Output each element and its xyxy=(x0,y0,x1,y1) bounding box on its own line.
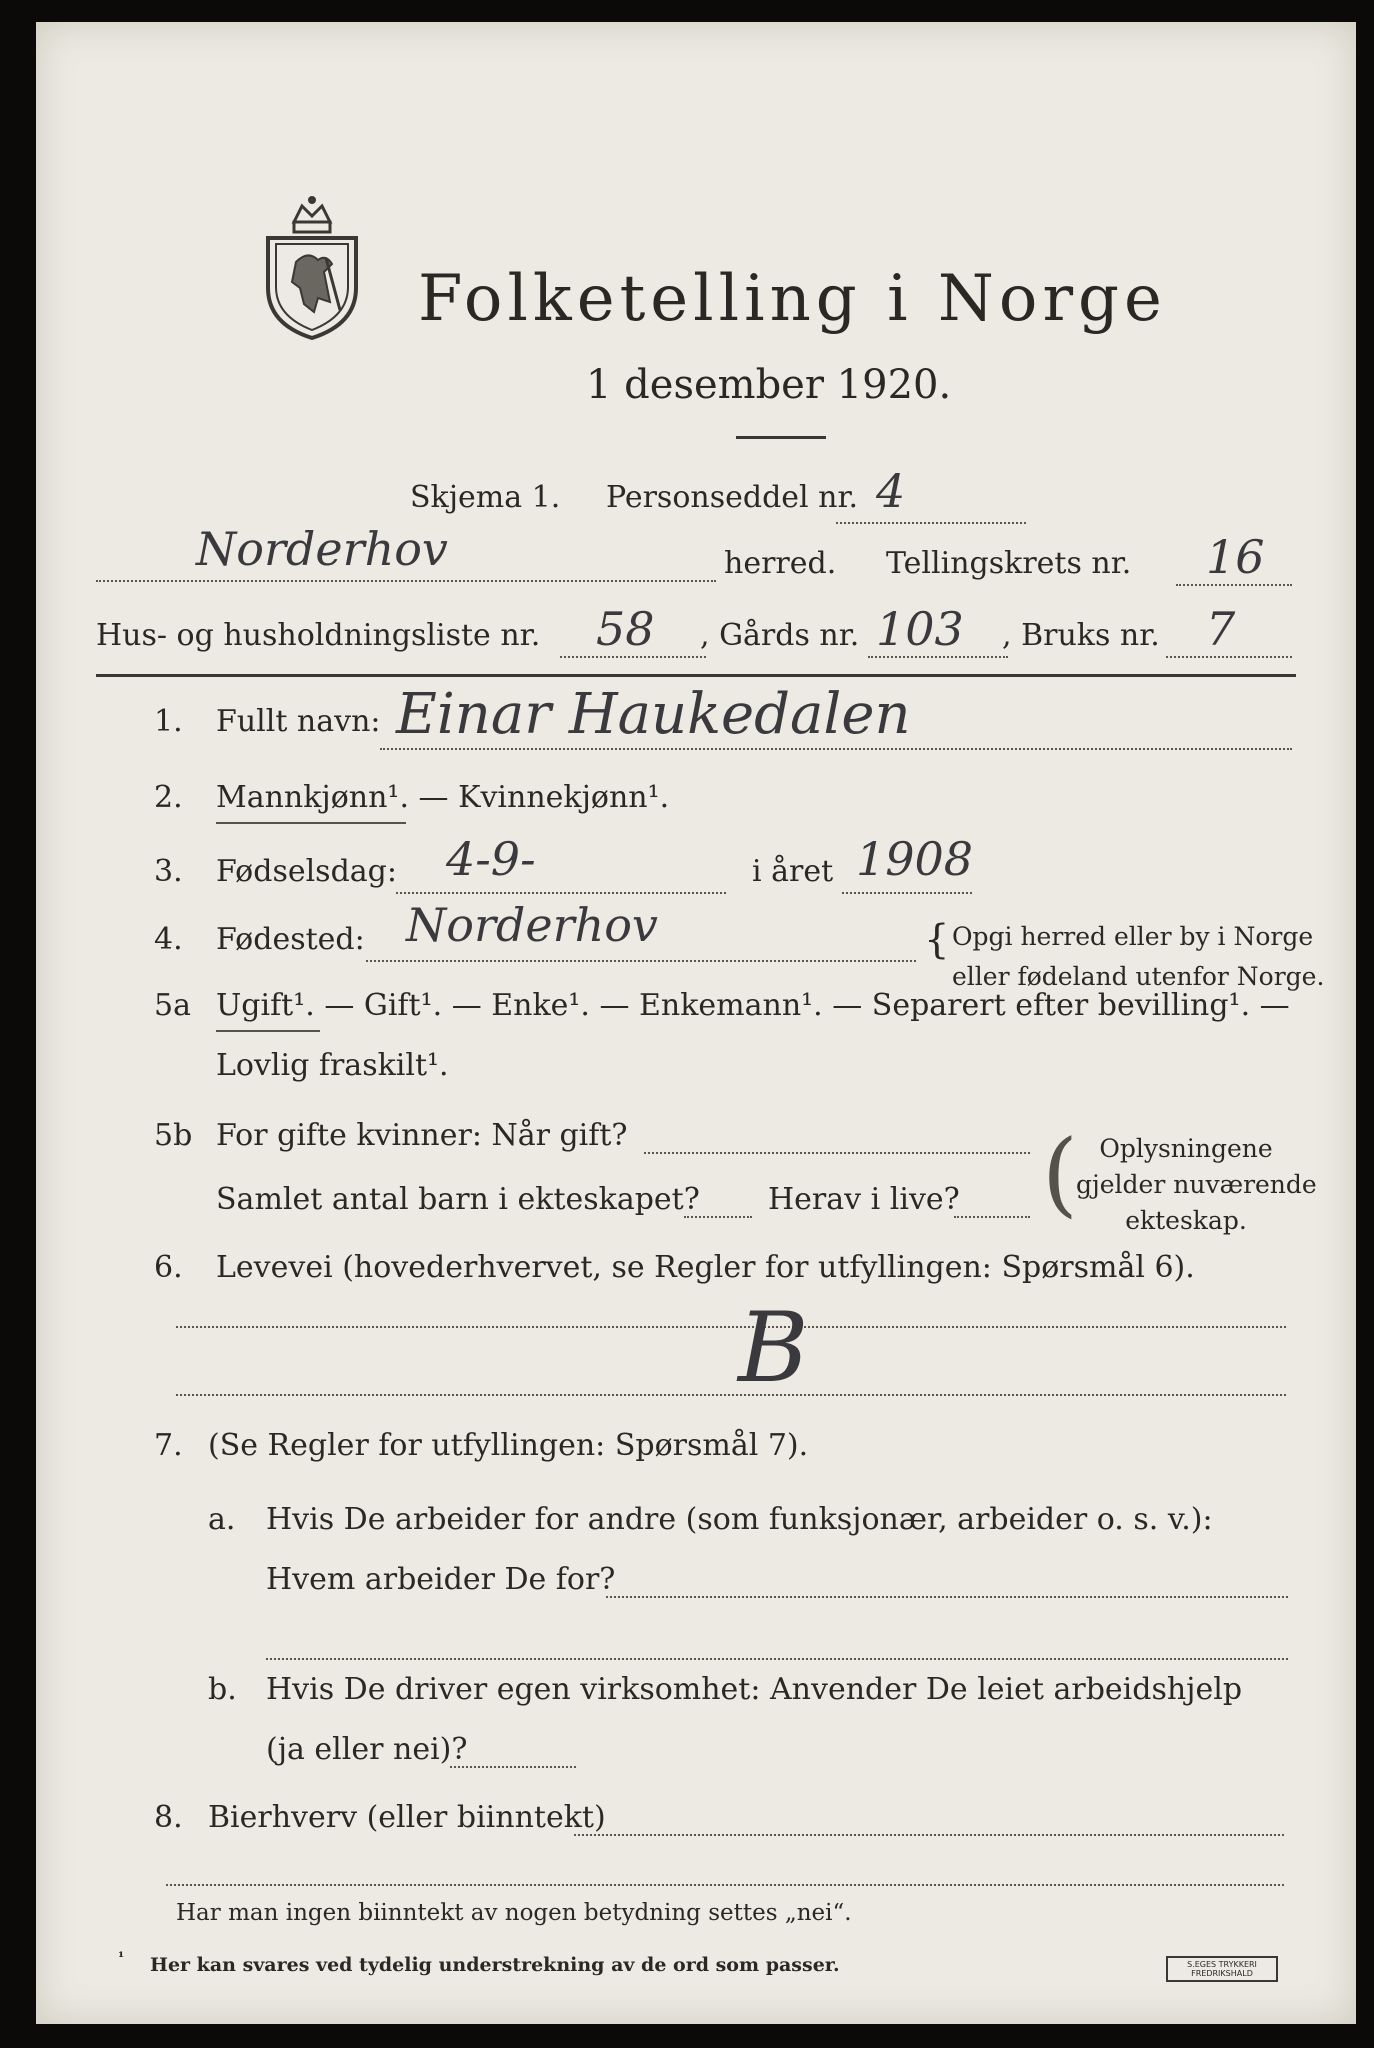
herred-value: Norderhov xyxy=(196,522,448,576)
q4-birthplace: Norderhov xyxy=(406,898,658,952)
header-separator xyxy=(96,674,1296,677)
q7-label: (Se Regler for utfyllingen: Spørsmål 7). xyxy=(208,1428,809,1463)
q8-note: Har man ingen biinntekt av nogen betydning settes „nei“. xyxy=(176,1900,852,1926)
norwegian-coat-of-arms-icon xyxy=(256,192,368,342)
q5b-children-line xyxy=(684,1216,752,1218)
herred-label: herred. xyxy=(724,546,837,581)
q6-number: 6. xyxy=(154,1250,183,1285)
q6-label: Levevei (hovederhvervet, se Regler for utfyllingen: Spørsmål 6). xyxy=(216,1250,1195,1285)
q4-line xyxy=(366,960,916,962)
personseddel-value: 4 xyxy=(876,464,906,518)
q8-answer-line2 xyxy=(166,1884,1284,1886)
q4-number: 4. xyxy=(154,922,183,957)
q5b-note-bracket: ( xyxy=(1042,1120,1078,1227)
hus-label: Hus- og husholdningsliste nr. xyxy=(96,618,541,653)
q1-label: Fullt navn: xyxy=(216,704,381,739)
q5a-underline-ugift xyxy=(216,1030,320,1032)
q7b-line1: Hvis De driver egen virksomhet: Anvender De leiet arbeidshjelp xyxy=(266,1672,1243,1707)
bruks-label: , Bruks nr. xyxy=(1002,618,1160,653)
q3-birth-date: 4-9- xyxy=(446,832,536,886)
q8-answer-line1 xyxy=(574,1834,1284,1836)
printer-stamp xyxy=(1166,1956,1278,1982)
census-form-page xyxy=(36,22,1356,2024)
printer-stamp-line1: S.EGES TRYKKERI xyxy=(1187,1960,1257,1969)
q1-line xyxy=(380,748,1292,750)
q5b-married-when: For gifte kvinner: Når gift? xyxy=(216,1118,628,1153)
herred-line xyxy=(96,580,716,582)
q5b-note-line1: Oplysningene xyxy=(1099,1134,1273,1163)
q4-note-line2: eller fødeland utenfor Norge. xyxy=(952,962,1325,991)
footnote-text: Her kan svares ved tydelig understrekning av de ord som passer. xyxy=(150,1954,840,1976)
personseddel-line xyxy=(836,522,1026,524)
q8-label: Bierhverv (eller biinntekt) xyxy=(208,1800,606,1835)
q6-occupation-value: B xyxy=(738,1292,809,1404)
bruks-line xyxy=(1166,656,1292,658)
q7a-answer-line1 xyxy=(606,1596,1288,1598)
q7-number: 7. xyxy=(154,1428,183,1463)
gards-line xyxy=(868,656,1008,658)
q7a-letter: a. xyxy=(208,1502,236,1537)
tellingskrets-value: 16 xyxy=(1206,530,1265,584)
q5b-children-alive: Herav i live? xyxy=(768,1182,960,1217)
bruks-value: 7 xyxy=(1206,602,1236,656)
skjema-label: Skjema 1. xyxy=(410,480,561,515)
hus-value: 58 xyxy=(596,602,655,656)
q7b-line2: (ja eller nei)? xyxy=(266,1732,468,1767)
q1-number: 1. xyxy=(154,704,183,739)
q3-number: 3. xyxy=(154,854,183,889)
q7a-line1: Hvis De arbeider for andre (som funksjonær, arbeider o. s. v.): xyxy=(266,1502,1213,1537)
q3-year-line xyxy=(842,892,972,894)
q4-label: Fødested: xyxy=(216,922,365,957)
q4-note-line1: Opgi herred eller by i Norge xyxy=(952,922,1314,951)
q3-year-label: i året xyxy=(752,854,834,889)
q2-number: 2. xyxy=(154,780,183,815)
q8-number: 8. xyxy=(154,1800,183,1835)
q6-line1 xyxy=(176,1326,1286,1328)
form-title: Folketelling i Norge xyxy=(418,262,1167,336)
q5a-number: 5a xyxy=(154,988,191,1023)
personseddel-label: Personseddel nr. xyxy=(606,480,859,515)
q5b-note-line2: gjelder nuværende xyxy=(1076,1170,1317,1199)
q4-note-brace: { xyxy=(924,917,950,963)
q2-underline-mannkjonn xyxy=(216,822,406,824)
q5b-alive-line xyxy=(954,1216,1030,1218)
q3-birth-year: 1908 xyxy=(856,832,974,886)
hus-line xyxy=(560,656,706,658)
title-divider xyxy=(736,436,826,439)
q7b-answer-line xyxy=(450,1766,576,1768)
q2-gender: Mannkjønn¹. — Kvinnekjønn¹. xyxy=(216,780,670,815)
q5a-marital-options-cont: Lovlig fraskilt¹. xyxy=(216,1048,449,1083)
footnote-mark: ¹ xyxy=(118,1950,125,1966)
printer-stamp-line2: FREDRIKSHALD xyxy=(1191,1969,1253,1978)
tellingskrets-line xyxy=(1176,584,1292,586)
q3-date-line xyxy=(396,892,726,894)
q7b-letter: b. xyxy=(208,1672,237,1707)
q5b-number: 5b xyxy=(154,1118,193,1153)
q6-line2 xyxy=(176,1394,1286,1396)
q7a-answer-line2 xyxy=(266,1658,1288,1660)
gards-value: 103 xyxy=(876,602,964,656)
q7a-line2: Hvem arbeider De for? xyxy=(266,1562,616,1597)
q5b-married-line xyxy=(644,1152,1030,1154)
form-date: 1 desember 1920. xyxy=(586,362,952,408)
tellingskrets-label: Tellingskrets nr. xyxy=(886,546,1132,581)
q1-full-name: Einar Haukedalen xyxy=(396,682,911,747)
q5a-marital-options: Ugift¹. — Gift¹. — Enke¹. — Enkemann¹. — Separert efter bevilling¹. — xyxy=(216,988,1290,1023)
q3-label: Fødselsdag: xyxy=(216,854,397,889)
q5b-note-line3: ekteskap. xyxy=(1125,1206,1247,1235)
gards-label: , Gårds nr. xyxy=(700,618,860,653)
q5b-children-total: Samlet antal barn i ekteskapet? xyxy=(216,1182,700,1217)
